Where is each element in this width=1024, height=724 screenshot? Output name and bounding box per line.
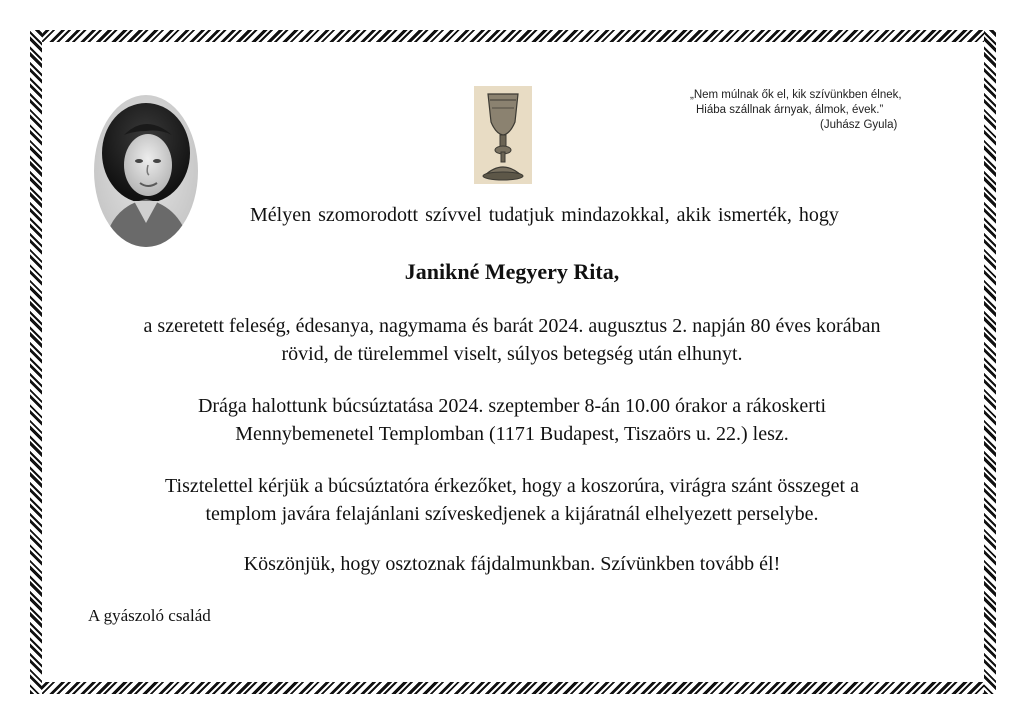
paragraph-line: Tisztelettel kérjük a búcsúztatóra érkezőket, hogy a koszorúra, virágra szánt összeget a (165, 475, 859, 497)
paragraph-line: rövid, de türelemmel viselt, súlyos betegség után elhunyt. (281, 343, 743, 365)
quote-author: (Juhász Gyula) (820, 119, 898, 131)
epigraph-quote (664, 88, 944, 133)
border-right (984, 30, 996, 694)
paragraph-line: Drága halottunk búcsúztatása 2024. szeptember 8-án 10.00 órakor a rákoskerti (197, 395, 827, 417)
paragraph-death-notice (60, 312, 964, 368)
paragraph-line: Mennybemenetel Templomban (1171 Budapest, Tiszaörs u. 22.) lesz. (235, 423, 789, 445)
paragraph-line: Köszönjük, hogy osztoznak fájdalmunkban. Szívünkben tovább él! (243, 553, 781, 575)
paragraph-line: templom javára felajánlani szíveskedjenek a kijáratnál elhelyezett perselybe. (205, 503, 819, 525)
border-left (30, 30, 42, 694)
quote-line-1: „Nem múlnak ők el, kik szívünkben élnek, (690, 89, 902, 101)
border-bottom (30, 682, 996, 694)
border-top (30, 30, 996, 42)
paragraph-funeral-details (60, 392, 964, 448)
chalice-image (474, 86, 532, 184)
deceased-name: Janikné Megyery Rita, (404, 259, 620, 284)
paragraph-line: a szeretett feleség, édesanya, nagymama és barát 2024. augusztus 2. napján 80 éves korában (143, 315, 881, 337)
intro-text: Mélyen szomorodott szívvel tudatjuk mindazokkal, akik ismerték, hogy (250, 204, 839, 226)
paragraph-thanks (60, 550, 964, 578)
portrait-photo (94, 95, 198, 247)
signature: A gyászoló család (88, 606, 211, 625)
paragraph-donation-request (60, 472, 964, 528)
quote-line-2: Hiába szállnak árnyak, álmok, évek.” (696, 104, 884, 116)
